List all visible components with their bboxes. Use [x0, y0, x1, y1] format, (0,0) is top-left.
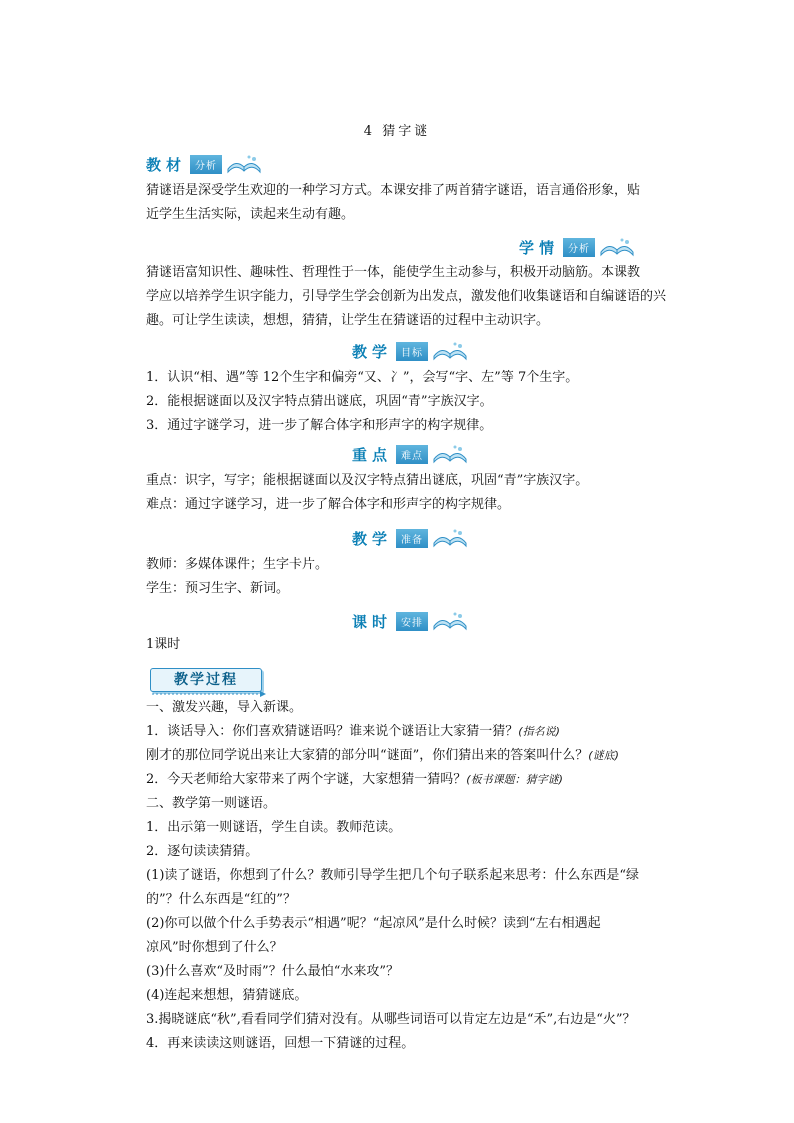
section-tag: 准备 — [396, 529, 428, 548]
process-line: 2．今天老师给大家带来了两个字谜，大家想猜一猜吗？(板书课题：猜字谜) — [146, 772, 563, 787]
process-note: (板书课题：猜字谜) — [466, 773, 563, 786]
process-line: 刚才的那位同学说出来让大家猜的部分叫“谜面”，你们猜出来的答案叫什么？(谜底) — [146, 748, 619, 763]
section-header-keypoints — [352, 443, 470, 465]
process-line: 的”？什么东西是“红的”？ — [146, 892, 296, 907]
process-line: (4)连起来想想，猜猜谜底。 — [146, 988, 308, 1003]
section-title: 学情 — [519, 238, 560, 257]
process-line: (1)读了谜语，你想到了什么？教师引导学生把几个句子联系起来思考：什么东西是“绿 — [146, 868, 640, 883]
page-title: 4 猜字谜 — [363, 124, 431, 139]
teaching-goals — [146, 366, 671, 438]
open-book-icon — [224, 153, 264, 175]
section-tag: 目标 — [396, 342, 428, 361]
section-header-prep — [352, 527, 470, 549]
textbook-analysis — [146, 179, 671, 227]
lesson-count: 1课时 — [146, 637, 181, 652]
section-header-textbook — [146, 153, 264, 175]
schedule — [146, 633, 671, 657]
difficult-point: 难点：通过字谜学习，进一步了解合体字和形声字的构字规律。 — [146, 497, 511, 512]
process-line: (2)你可以做个什么手势表示“相遇”呢？“起凉风”是什么时候？读到“左右相遇起 — [146, 916, 601, 931]
process-note: (指名说) — [518, 725, 560, 738]
paragraph-line: 猜谜语富知识性、趣味性、哲理性于一体，能使学生主动参与，积极开动脑筋。本课教 — [146, 265, 641, 280]
open-book-icon — [430, 443, 470, 465]
key-point: 重点：识字，写字；能根据谜面以及汉字特点猜出谜底，巩固“青”字族汉字。 — [146, 473, 589, 488]
process-note: (谜底) — [588, 749, 619, 762]
prep-student: 学生：预习生字、新词。 — [146, 581, 290, 596]
section-header-goals — [352, 340, 470, 362]
section-title: 课时 — [352, 612, 393, 631]
process-line: 1．出示第一则谜语，学生自读。教师范读。 — [146, 820, 402, 835]
process-line: 2．逐句读读猜猜。 — [146, 844, 259, 859]
section-title: 教学 — [352, 342, 393, 361]
paragraph-line: 学应以培养学生识字能力，引导学生学会创新为出发点，激发他们收集谜语和自编谜语的兴 — [146, 289, 667, 304]
section-header-learner — [519, 236, 637, 258]
goal-item: 1．认识“相、遇”等 12个生字和偏旁“又、冫”，会写“字、左”等 7个生字。 — [146, 370, 579, 385]
process-line: (3)什么喜欢“及时雨”？什么最怕“水来攻”？ — [146, 964, 399, 979]
prep-teacher: 教师：多媒体课件；生字卡片。 — [146, 557, 329, 572]
open-book-icon — [430, 340, 470, 362]
goal-item: 3．通过字谜学习，进一步了解合体字和形声字的构字规律。 — [146, 418, 493, 433]
learner-analysis — [146, 261, 671, 333]
open-book-icon — [430, 610, 470, 632]
section-title: 重点 — [352, 445, 393, 464]
section-header-schedule — [352, 610, 470, 632]
process-line: 4．再来读读这则谜语，回想一下猜谜的过程。 — [146, 1036, 415, 1051]
key-difficult-points — [146, 469, 671, 517]
process-line: 3.揭晓谜底“秋”,看看同学们猜对没有。从哪些词语可以肯定左边是“禾”,右边是“火”？ — [146, 1012, 636, 1027]
section-tag: 分析 — [190, 155, 222, 174]
process-header: 教学过程 — [150, 668, 262, 692]
paragraph-line: 趣。可让学生读读，想想，猜猜，让学生在猜谜语的过程中主动识字。 — [146, 313, 550, 328]
process-line: 一、激发兴趣，导入新课。 — [146, 700, 303, 715]
process-line: 1．谈话导入：你们喜欢猜谜语吗？谁来说个谜语让大家猜一猜？(指名说) — [146, 724, 560, 739]
open-book-icon — [430, 527, 470, 549]
paragraph-line: 近学生生活实际，读起来生动有趣。 — [146, 207, 355, 222]
section-tag: 难点 — [396, 445, 428, 464]
teaching-prep — [146, 553, 671, 601]
process-line: 二、教学第一则谜语。 — [146, 796, 277, 811]
section-title: 教学 — [352, 529, 393, 548]
section-tag: 分析 — [563, 238, 595, 257]
open-book-icon — [597, 236, 637, 258]
paragraph-line: 猜谜语是深受学生欢迎的一种学习方式。本课安排了两首猜字谜语，语言通俗形象，贴 — [146, 183, 641, 198]
section-tag: 安排 — [396, 612, 428, 631]
section-title: 教材 — [146, 155, 187, 174]
goal-item: 2．能根据谜面以及汉字特点猜出谜底，巩固“青”字族汉字。 — [146, 394, 493, 409]
teaching-process — [146, 696, 671, 1056]
process-line: 凉风”时你想到了什么？ — [146, 940, 283, 955]
